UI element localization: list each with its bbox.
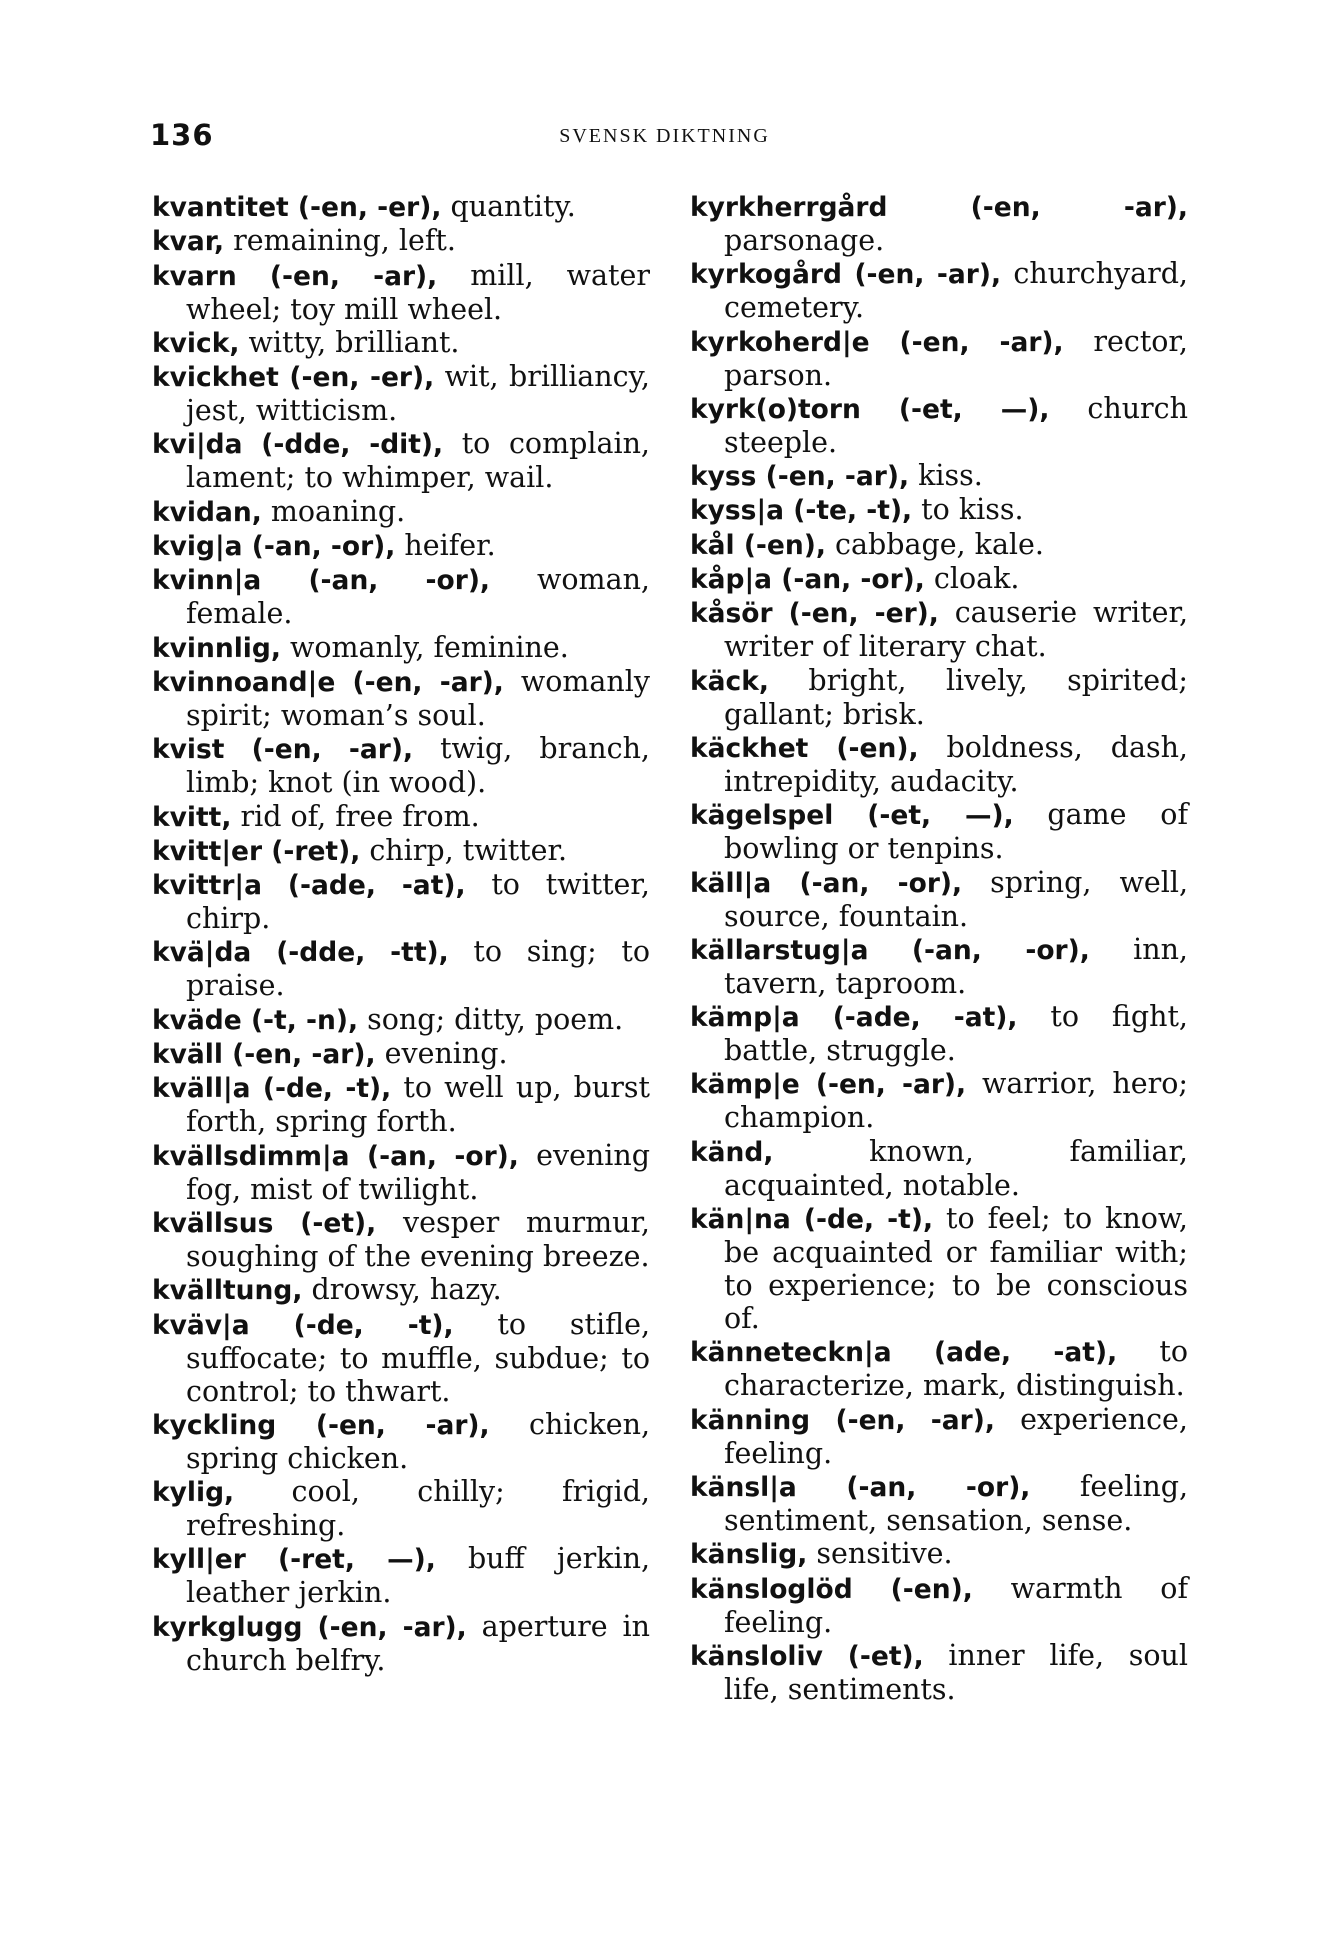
entry-definition: church steeple. [724,391,1188,459]
entry-definition: inner life, soul life, sentiments. [724,1638,1189,1706]
entry-definition: drowsy, hazy. [302,1273,502,1307]
entry-headword: kåp|a (-an, -or), [690,564,925,596]
entry-headword: kyrkogård (-en, -ar), [690,259,1002,291]
entry-headword: kyrk(o)torn (-et, —), [690,393,1050,425]
entry-headword: kyss (-en, -ar), [690,461,910,493]
dictionary-entry [690,1639,1188,1706]
entry-definition: parsonage. [724,224,885,257]
entry-definition: cabbage, kale. [825,527,1044,561]
entry-headword: kyckling (-en, -ar), [152,1409,490,1441]
dictionary-entry [152,800,650,834]
dictionary-entry [690,493,1188,527]
entry-definition: quantity. [441,190,576,223]
dictionary-entry [690,562,1188,596]
dictionary-entry [152,259,650,326]
dictionary-entry [152,1037,650,1071]
entry-headword: kväll|a (-de, -t), [152,1073,392,1105]
entry-headword: kvitt|er (-ret), [152,835,361,867]
dictionary-entry [690,1067,1188,1134]
entry-headword: känsl|a (-an, -or), [690,1471,1031,1503]
entry-definition: remaining, left. [224,224,456,258]
page-header [0,118,1329,158]
dictionary-entry [690,257,1188,324]
entry-definition: buff jerkin, leather jerkin. [186,1542,650,1610]
dictionary-entry [690,664,1188,731]
entry-headword: kvä|da (-dde, -tt), [152,937,449,969]
dictionary-entry [152,1206,650,1273]
entry-definition: kiss. [909,459,983,493]
entry-definition: chirp, twitter. [360,833,568,867]
entry-definition: aperture in church belfry. [186,1609,650,1677]
entry-headword: kyss|a (-te, -t), [690,495,913,527]
entry-headword: kylig, [152,1477,235,1509]
entry-definition: sensitive. [807,1537,953,1571]
entry-definition: cloak. [924,562,1020,596]
dictionary-entry [152,834,650,868]
entry-definition: womanly, feminine. [280,630,569,664]
entry-headword: kvantitet (-en, -er), [152,192,442,223]
entry-definition: wit, brilliancy, jest, witticism. [186,360,650,428]
dictionary-entry [152,529,650,563]
entry-headword: kvick, [152,327,240,359]
entry-headword: kåsör (-en, -er), [690,598,939,630]
entry-definition: spring, well, source, fountain. [724,865,1188,933]
entry-definition: to sing; to praise. [186,935,650,1003]
entry-headword: kvällsus (-et), [152,1207,377,1239]
entry-definition: to fight, battle, struggle. [724,1000,1188,1068]
entry-definition: twig, branch, limb; knot (in wood). [186,732,650,800]
dictionary-entry [152,190,650,224]
left-column [152,190,650,1677]
entry-definition: to characterize, mark, distinguish. [724,1335,1189,1403]
entry-headword: kvinnlig, [152,632,281,664]
entry-definition: to twitter, chirp. [186,868,650,936]
entry-headword: kvällsdimm|a (-an, -or), [152,1140,519,1172]
entry-headword: käck, [690,665,769,697]
dictionary-entry [152,326,650,360]
entry-definition: heifer. [395,529,496,563]
entry-headword: kyrkoherd|e (-en, -ar), [690,326,1064,358]
entry-headword: kvidan, [152,496,262,528]
entry-headword: kvinn|a (-an, -or), [152,565,490,597]
entry-definition: moaning. [261,494,406,528]
entry-definition: woman, female. [186,563,650,631]
dictionary-entry [152,1542,650,1609]
entry-definition: rid of, free from. [231,799,480,833]
entry-headword: känning (-en, -ar), [690,1404,995,1436]
entry-headword: kvittr|a (-ade, -at), [152,870,466,902]
dictionary-entry [690,528,1188,562]
dictionary-entry [690,596,1188,663]
entry-definition: cool, chilly; frigid, refreshing. [186,1475,650,1543]
dictionary-entry [690,1537,1188,1571]
entry-headword: kvar, [152,226,225,258]
dictionary-entry [690,866,1188,933]
dictionary-entry [152,1003,650,1037]
entry-headword: kväv|a (-de, -t), [152,1309,454,1341]
entry-definition: evening fog, mist of twilight. [186,1138,651,1206]
entry-headword: känsloliv (-et), [690,1640,924,1672]
running-title: SVENSK DIKTNING [559,125,770,147]
entry-definition: to well up, burst forth, spring forth. [186,1071,650,1139]
entry-headword: kvist (-en, -ar), [152,734,414,766]
entry-definition: churchyard, cemetery. [724,257,1188,325]
dictionary-entry [690,1403,1188,1470]
entry-definition: bright, lively, spirited; gallant; brisk. [724,663,1188,731]
entry-definition: inn, tavern, taproom. [724,932,1188,1000]
entry-definition: to stifle, suffocate; to muffle, subdue; to control; to thwart. [186,1307,651,1408]
entry-definition: known, familiar, acquainted, notable. [724,1134,1188,1202]
dictionary-entry [690,1470,1188,1537]
entry-definition: womanly spirit; woman’s soul. [186,664,650,732]
entry-headword: käckhet (-en), [690,732,919,764]
entry-definition: boldness, dash, intrepidity, audacity. [724,730,1188,798]
dictionary-entry [152,563,650,630]
dictionary-entry [152,1475,650,1542]
dictionary-entry [690,459,1188,493]
entry-headword: kän|na (-de, -t), [690,1204,934,1236]
entry-headword: känneteckn|a (ade, -at), [690,1337,1118,1369]
entry-definition: mill, water wheel; toy mill wheel. [186,258,650,326]
entry-headword: kål (-en), [690,529,826,561]
entry-headword: kyrkherrgård (-en, -ar), [690,192,1188,223]
dictionary-entry [152,1308,650,1408]
entry-definition: causerie writer, writer of literary chat. [724,596,1188,664]
dictionary-entry [690,190,1188,257]
dictionary-entry [152,1610,650,1677]
dictionary-entry [152,1071,650,1138]
dictionary-entry [690,1572,1188,1639]
dictionary-entry [152,665,650,732]
dictionary-entry [690,731,1188,798]
entry-definition: vesper murmur, soughing of the evening breeze. [186,1205,650,1273]
entry-headword: kvig|a (-an, -or), [152,531,396,563]
entry-definition: warmth of feeling. [724,1571,1189,1639]
dictionary-entry [152,732,650,799]
entry-headword: källarstug|a (-an, -or), [690,934,1090,966]
dictionary-entry [690,1135,1188,1202]
entry-headword: kvarn (-en, -ar), [152,260,438,292]
dictionary-entry [152,631,650,665]
entry-definition: warrior, hero; champion. [724,1067,1188,1135]
dictionary-entry [152,868,650,935]
dictionary-entry [690,798,1188,865]
entry-headword: kvinnoand|e (-en, -ar), [152,666,504,698]
entry-definition: to kiss. [912,493,1024,527]
dictionary-entry [152,427,650,494]
entry-headword: kyrkglugg (-en, -ar), [152,1611,467,1643]
dictionary-entry [152,1273,650,1307]
dictionary-entry [690,1000,1188,1067]
entry-definition: feeling, sentiment, sensation, sense. [724,1469,1188,1537]
entry-headword: kämp|e (-en, -ar), [690,1069,967,1101]
entry-definition: to complain, lament; to whimper, wail. [186,427,650,495]
entry-headword: kvälltung, [152,1275,303,1307]
dictionary-entry [152,224,650,258]
dictionary-entry [690,1335,1188,1402]
entry-headword: känd, [690,1136,774,1168]
dictionary-entry [152,495,650,529]
entry-headword: kvi|da (-dde, -dit), [152,429,444,461]
dictionary-entry [152,1408,650,1475]
entry-definition: game of bowling or tenpins. [724,798,1189,866]
entry-headword: kägelspel (-et, —), [690,800,1014,832]
entry-headword: kämp|a (-ade, -at), [690,1002,1018,1034]
right-column [690,190,1188,1706]
entry-definition: witty, brilliant. [239,325,460,359]
entry-definition: song; ditty, poem. [358,1002,624,1036]
dictionary-entry [690,933,1188,1000]
entry-headword: känsloglöd (-en), [690,1573,973,1605]
entry-definition: to feel; to know, be acquainted or familiar with; to experience; to be conscious of. [724,1202,1188,1336]
entry-definition: experience, feeling. [724,1402,1188,1470]
entry-headword: kyll|er (-ret, —), [152,1544,436,1576]
dictionary-entry [690,1202,1188,1335]
dictionary-entry [152,935,650,1002]
dictionary-entry [152,360,650,427]
dictionary-entry [690,325,1188,392]
entry-headword: känslig, [690,1539,808,1571]
entry-headword: käll|a (-an, -or), [690,867,963,899]
dictionary-entry [690,392,1188,459]
entry-headword: kväde (-t, -n), [152,1004,359,1036]
entry-headword: kvickhet (-en, -er), [152,362,435,394]
entry-headword: kvitt, [152,801,232,833]
entry-definition: rector, parson. [724,324,1188,392]
entry-headword: kväll (-en, -ar), [152,1039,376,1071]
entry-definition: evening. [375,1037,508,1071]
dictionary-entry [152,1139,650,1206]
page-number: 136 [150,118,214,152]
entry-definition: chicken, spring chicken. [186,1407,650,1475]
